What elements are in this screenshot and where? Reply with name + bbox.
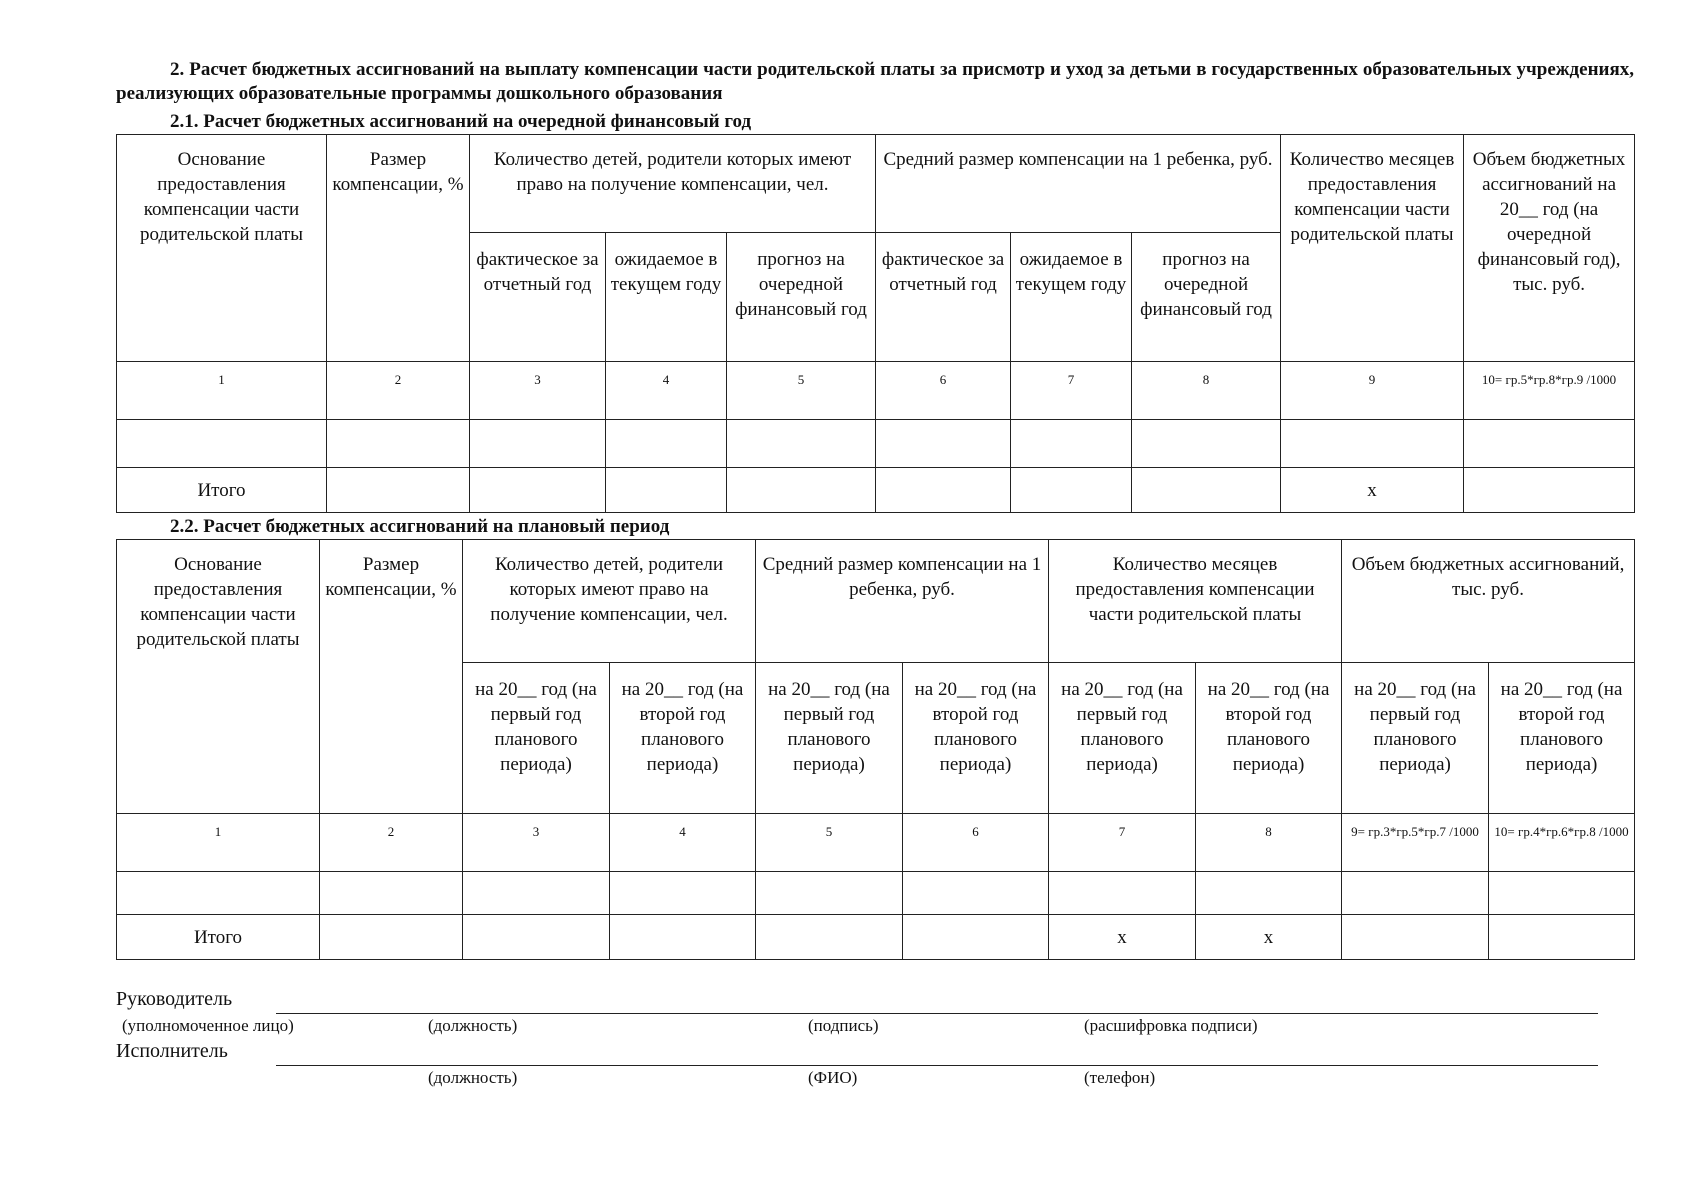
header-months: Количество месяцев предоставления компенсации части родительской платы: [1049, 540, 1342, 663]
col-num-2: 2: [327, 362, 470, 420]
header-children-forecast: прогноз на очередной финансовый год: [727, 233, 876, 362]
executor-fio-caption: (ФИО): [808, 1068, 858, 1087]
empty-cell[interactable]: [327, 420, 470, 468]
col-num-3: 3: [463, 814, 610, 872]
empty-cell[interactable]: [327, 468, 470, 513]
empty-cell[interactable]: [1132, 468, 1281, 513]
header-months: Количество месяцев предоставления компенсации части родительской платы: [1281, 135, 1464, 362]
main-heading: [116, 58, 1634, 106]
empty-cell[interactable]: [1342, 915, 1489, 960]
empty-cell[interactable]: [470, 468, 606, 513]
table-row: [117, 420, 1635, 468]
header-children: Количество детей, родители которых имеют право на получение компенсации, чел.: [470, 135, 876, 233]
col-num-1: 1: [117, 814, 320, 872]
empty-cell[interactable]: [876, 468, 1011, 513]
header-avg: Средний размер компенсации на 1 ребенка, руб.: [756, 540, 1049, 663]
empty-cell[interactable]: [320, 872, 463, 915]
total-x-mark: х: [1281, 468, 1464, 513]
empty-cell[interactable]: [117, 420, 327, 468]
col-num-8: 8: [1132, 362, 1281, 420]
empty-cell[interactable]: [1489, 872, 1635, 915]
empty-cell[interactable]: [727, 420, 876, 468]
empty-cell[interactable]: [1464, 468, 1635, 513]
column-numbers-row: [117, 362, 1635, 420]
col-num-6: 6: [876, 362, 1011, 420]
empty-cell[interactable]: [606, 468, 727, 513]
header-rate: Размер компенсации, %: [320, 540, 463, 814]
header-children-second-year: на 20__ год (на второй год планового периода): [610, 663, 756, 814]
head-label: Руководитель: [116, 988, 233, 1010]
head-position-caption: (должность): [428, 1016, 518, 1035]
empty-cell[interactable]: [610, 872, 756, 915]
executor-position-caption: (должность): [428, 1068, 518, 1087]
col-num-9: 9= гр.3*гр.5*гр.7 /1000: [1342, 814, 1489, 872]
empty-cell[interactable]: [463, 915, 610, 960]
total-x-mark-months-first: х: [1049, 915, 1196, 960]
col-num-2: 2: [320, 814, 463, 872]
header-basis: Основание предоставления компенсации части родительской платы: [117, 540, 320, 814]
executor-line[interactable]: [276, 1065, 1598, 1066]
empty-cell[interactable]: [610, 915, 756, 960]
header-months-second-year: на 20__ год (на второй год планового периода): [1196, 663, 1342, 814]
col-num-1: 1: [117, 362, 327, 420]
total-label: Итого: [117, 468, 327, 513]
empty-cell[interactable]: [1342, 872, 1489, 915]
header-children: Количество детей, родители которых имеют право на получение компенсации, чел.: [463, 540, 756, 663]
col-num-5: 5: [756, 814, 903, 872]
table-current-year: [116, 134, 1635, 513]
empty-cell[interactable]: [117, 872, 320, 915]
header-children-expected: ожидаемое в текущем году: [606, 233, 727, 362]
col-num-8: 8: [1196, 814, 1342, 872]
empty-cell[interactable]: [320, 915, 463, 960]
empty-cell[interactable]: [756, 915, 903, 960]
empty-cell[interactable]: [1049, 872, 1196, 915]
empty-cell[interactable]: [903, 915, 1049, 960]
header-children-actual: фактическое за отчетный год: [470, 233, 606, 362]
col-num-6: 6: [903, 814, 1049, 872]
col-num-10: 10= гр.5*гр.8*гр.9 /1000: [1464, 362, 1635, 420]
head-signature-caption: (подпись): [808, 1016, 879, 1035]
col-num-4: 4: [610, 814, 756, 872]
empty-cell[interactable]: [903, 872, 1049, 915]
col-num-3: 3: [470, 362, 606, 420]
empty-cell[interactable]: [1132, 420, 1281, 468]
col-num-4: 4: [606, 362, 727, 420]
head-caption: (уполномоченное лицо): [122, 1016, 294, 1035]
empty-cell[interactable]: [1281, 420, 1464, 468]
column-numbers-row: [117, 814, 1635, 872]
empty-cell[interactable]: [606, 420, 727, 468]
empty-cell[interactable]: [463, 872, 610, 915]
header-avg-second-year: на 20__ год (на второй год планового периода): [903, 663, 1049, 814]
subheading-2-2: 2.2. Расчет бюджетных ассигнований на плановый период: [170, 516, 670, 537]
header-avg: Средний размер компенсации на 1 ребенка, руб.: [876, 135, 1281, 233]
empty-cell[interactable]: [1011, 420, 1132, 468]
table-row: [117, 872, 1635, 915]
executor-phone-caption: (телефон): [1084, 1068, 1156, 1087]
col-num-7: 7: [1049, 814, 1196, 872]
header-volume: Объем бюджетных ассигнований на 20__ год (на очередной финансовый год), тыс. руб.: [1464, 135, 1635, 362]
header-months-first-year: на 20__ год (на первый год планового периода): [1049, 663, 1196, 814]
empty-cell[interactable]: [1196, 872, 1342, 915]
total-label: Итого: [117, 915, 320, 960]
empty-cell[interactable]: [727, 468, 876, 513]
empty-cell[interactable]: [470, 420, 606, 468]
header-volume: Объем бюджетных ассигнований, тыс. руб.: [1342, 540, 1635, 663]
total-row: [117, 468, 1635, 513]
header-avg-first-year: на 20__ год (на первый год планового периода): [756, 663, 903, 814]
table-planning-period: [116, 539, 1635, 960]
head-decoding-caption: (расшифровка подписи): [1084, 1016, 1258, 1035]
col-num-10: 10= гр.4*гр.6*гр.8 /1000: [1489, 814, 1635, 872]
header-avg-forecast: прогноз на очередной финансовый год: [1132, 233, 1281, 362]
head-signature-line[interactable]: [276, 1013, 1598, 1014]
col-num-5: 5: [727, 362, 876, 420]
col-num-7: 7: [1011, 362, 1132, 420]
empty-cell[interactable]: [876, 420, 1011, 468]
header-basis: Основание предоставления компенсации части родительской платы: [117, 135, 327, 362]
subheading-2-1: 2.1. Расчет бюджетных ассигнований на очередной финансовый год: [170, 111, 752, 132]
empty-cell[interactable]: [1011, 468, 1132, 513]
header-rate: Размер компенсации, %: [327, 135, 470, 362]
empty-cell[interactable]: [756, 872, 903, 915]
executor-label: Исполнитель: [116, 1040, 228, 1062]
total-x-mark-months-second: х: [1196, 915, 1342, 960]
header-children-first-year: на 20__ год (на первый год планового периода): [463, 663, 610, 814]
col-num-9: 9: [1281, 362, 1464, 420]
header-volume-second-year: на 20__ год (на второй год планового периода): [1489, 663, 1635, 814]
header-avg-expected: ожидаемое в текущем году: [1011, 233, 1132, 362]
header-avg-actual: фактическое за отчетный год: [876, 233, 1011, 362]
header-volume-first-year: на 20__ год (на первый год планового периода): [1342, 663, 1489, 814]
total-row: [117, 915, 1635, 960]
empty-cell[interactable]: [1464, 420, 1635, 468]
main-heading-text: 2. Расчет бюджетных ассигнований на выплату компенсации части родительской платы за присмотр и уход за детьми в государственных образовательных учреждениях, реализующих образовательные программы дошкольного образования: [116, 59, 1634, 104]
empty-cell[interactable]: [1489, 915, 1635, 960]
